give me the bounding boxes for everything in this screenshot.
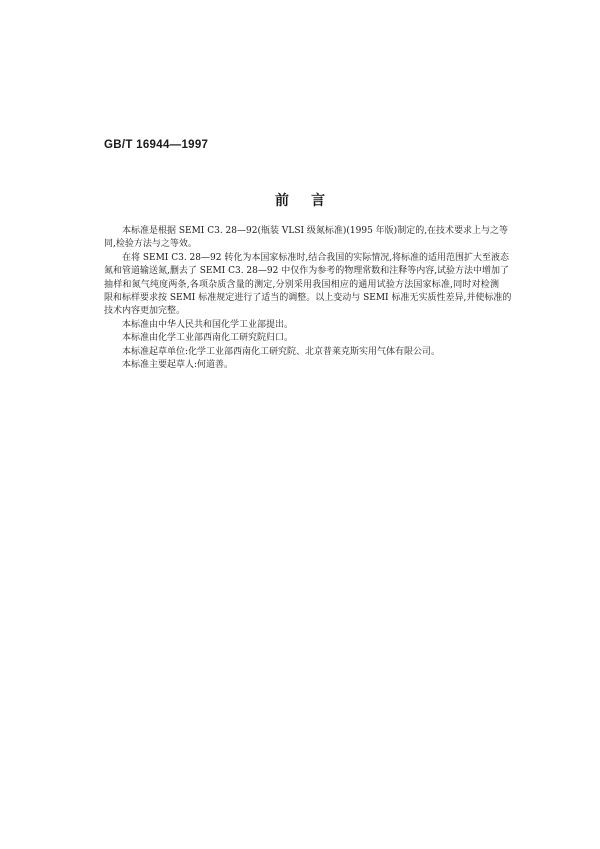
foreword-body	[104, 225, 512, 372]
document-code: GB/T 16944—1997	[104, 139, 209, 151]
paragraph-administrator	[104, 332, 499, 345]
paragraph-basis	[104, 225, 509, 252]
text-line: 氮和管道输送氮,删去了 SEMI C3. 28—92 中仅作为参考的物理常数和注释等内容,试验方法中增加了	[104, 266, 510, 277]
text-line: 在将 SEMI C3. 28—92 转化为本国家标准时,结合我国的实际情况,将标准的适用范围扩大至液态	[122, 252, 510, 263]
text-line: 限和标样要求按 SEMI 标准规定进行了适当的调整。以上变动与 SEMI 标准无实质性差异,并使标准的	[104, 293, 512, 304]
text-line: 本标准主要起草人:何道善。	[122, 360, 234, 371]
text-line: 同,检验方法与之等效。	[104, 239, 197, 250]
text-line: 技术内容更加完整。	[104, 306, 186, 317]
text-line: 本标准由中华人民共和国化学工业部提出。	[122, 319, 294, 330]
text-line: 抽样和氮气纯度两条,各项杂质含量的测定,分别采用我国相应的通用试验方法国家标准,同时对检测	[104, 279, 499, 290]
paragraph-proposer	[104, 319, 499, 332]
paragraph-drafters	[104, 359, 499, 372]
text-line: 本标准是根据 SEMI C3. 28—92(瓶装 VLSI 级氮标准)(1995 年版)制定的,在技术要求上与之等	[122, 226, 509, 236]
paragraph-changes	[104, 252, 512, 319]
text-line: 本标准由化学工业部西南化工研究院归口。	[122, 333, 294, 344]
page-title: 前言	[275, 193, 347, 209]
text-line: 本标准起草单位:化学工业部西南化工研究院、北京普莱克斯实用气体有限公司。	[122, 346, 441, 357]
paragraph-drafting-units	[104, 346, 499, 359]
